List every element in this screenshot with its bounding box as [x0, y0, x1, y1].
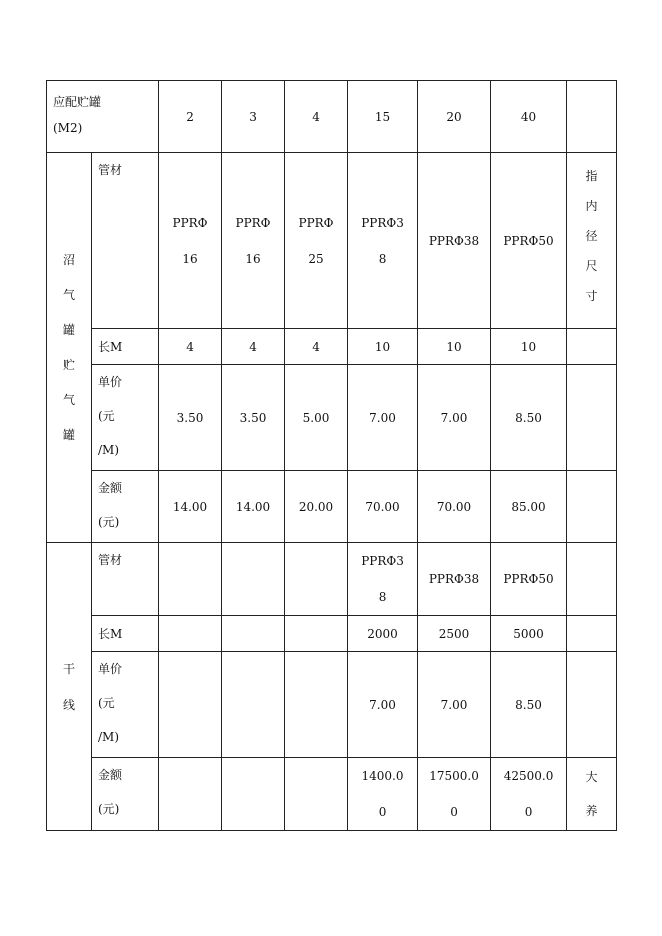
storage-price-row	[47, 365, 617, 471]
pipe-line: 16	[182, 251, 198, 266]
amount-line: 0	[524, 805, 533, 819]
empty-cell	[285, 652, 348, 758]
header-label-line2: (M2)	[53, 121, 83, 135]
empty-cell	[222, 758, 285, 831]
group-char: 罐	[62, 322, 75, 337]
pipe-line: PPRΦ3	[361, 554, 404, 568]
size-cell: 20	[418, 81, 491, 153]
amount-line: 0	[450, 805, 458, 819]
length-cell: 10	[418, 329, 491, 365]
empty-cell	[567, 471, 617, 543]
pipe-line: PPRΦ	[235, 215, 271, 230]
group-char: 线	[62, 697, 75, 712]
group-char: 罐	[62, 427, 75, 442]
amount-cell: 85.00	[491, 471, 567, 543]
empty-cell	[222, 616, 285, 652]
pipe-cell	[285, 153, 348, 329]
empty-cell	[567, 365, 617, 471]
note-char: 指	[585, 169, 598, 183]
price-label-line: /M)	[98, 730, 120, 744]
pipe-cell: PPRΦ38	[418, 543, 491, 616]
empty-cell	[159, 758, 222, 831]
size-cell: 2	[159, 81, 222, 153]
price-label-line: (元	[98, 696, 115, 710]
price-cell: 7.00	[418, 365, 491, 471]
note-char: 内	[585, 199, 598, 213]
amount-label	[92, 758, 159, 831]
pipe-cost-table	[46, 80, 617, 831]
header-label-cell	[47, 81, 159, 153]
empty-cell	[159, 616, 222, 652]
maintenance-note	[567, 758, 617, 831]
price-cell: 3.50	[222, 365, 285, 471]
price-cell: 7.00	[418, 652, 491, 758]
storage-amount-row	[47, 471, 617, 543]
amount-cell: 70.00	[348, 471, 418, 543]
group-char: 气	[62, 392, 75, 407]
note-char: 尺	[585, 259, 598, 273]
length-cell: 2000	[348, 616, 418, 652]
header-label-line1: 应配贮罐	[53, 95, 102, 109]
pipe-line: 16	[245, 251, 261, 266]
group-char: 干	[62, 661, 75, 676]
pipe-line: 8	[378, 251, 387, 266]
amount-cell: 14.00	[159, 471, 222, 543]
storage-length-row	[47, 329, 617, 365]
price-label-line: 单价	[98, 375, 123, 389]
empty-cell	[159, 543, 222, 616]
amount-line: 42500.0	[503, 769, 554, 783]
pipe-cell	[348, 543, 418, 616]
empty-cell	[567, 81, 617, 153]
amount-cell	[418, 758, 491, 831]
pipe-cell	[159, 153, 222, 329]
empty-cell	[567, 543, 617, 616]
pipe-cell: PPRΦ50	[491, 153, 567, 329]
amount-line: 0	[378, 805, 387, 819]
price-label-line: (元	[98, 409, 115, 423]
price-label-line: /M)	[98, 443, 120, 457]
empty-cell	[285, 758, 348, 831]
empty-cell	[567, 616, 617, 652]
storage-group-label	[47, 153, 92, 543]
length-label: 长M	[92, 329, 159, 365]
amount-cell	[348, 758, 418, 831]
main-line-group-label	[47, 543, 92, 831]
note-char: 大	[585, 770, 598, 784]
amount-cell: 20.00	[285, 471, 348, 543]
empty-cell	[567, 329, 617, 365]
pipe-cell: PPRΦ38	[418, 153, 491, 329]
amount-cell: 70.00	[418, 471, 491, 543]
amount-cell	[491, 758, 567, 831]
size-cell: 40	[491, 81, 567, 153]
pipe-line: 25	[308, 251, 324, 266]
amount-line: 1400.0	[361, 769, 404, 783]
price-cell: 7.00	[348, 365, 418, 471]
note-char: 寸	[585, 289, 598, 303]
pipe-cell	[348, 153, 418, 329]
pipe-line: PPRΦ	[172, 215, 208, 230]
group-char: 气	[62, 287, 75, 302]
amount-cell: 14.00	[222, 471, 285, 543]
size-cell: 3	[222, 81, 285, 153]
main-amount-row	[47, 758, 617, 831]
length-cell: 4	[159, 329, 222, 365]
amount-label-line: 金额	[98, 768, 123, 782]
length-cell: 4	[222, 329, 285, 365]
empty-cell	[222, 652, 285, 758]
length-cell: 5000	[491, 616, 567, 652]
price-label	[92, 652, 159, 758]
main-price-row	[47, 652, 617, 758]
length-cell: 2500	[418, 616, 491, 652]
storage-pipe-row	[47, 153, 617, 329]
length-cell: 4	[285, 329, 348, 365]
pipe-line: PPRΦ3	[361, 215, 404, 230]
size-cell: 4	[285, 81, 348, 153]
price-cell: 5.00	[285, 365, 348, 471]
amount-label	[92, 471, 159, 543]
group-char: 贮	[62, 357, 75, 372]
price-label	[92, 365, 159, 471]
empty-cell	[222, 543, 285, 616]
pipe-line: PPRΦ	[298, 215, 334, 230]
pipe-line: 8	[378, 590, 387, 604]
note-char: 养	[585, 804, 598, 818]
length-cell: 10	[491, 329, 567, 365]
price-cell: 8.50	[491, 365, 567, 471]
price-cell: 7.00	[348, 652, 418, 758]
pipe-label: 管材	[92, 153, 159, 329]
length-cell: 10	[348, 329, 418, 365]
group-char: 沼	[62, 252, 75, 267]
pipe-label: 管材	[92, 543, 159, 616]
amount-label-line: 金额	[98, 481, 123, 495]
inner-diameter-note	[567, 153, 617, 329]
header-row	[47, 81, 617, 153]
empty-cell	[285, 616, 348, 652]
empty-cell	[285, 543, 348, 616]
pipe-cell	[222, 153, 285, 329]
empty-cell	[567, 652, 617, 758]
empty-cell	[159, 652, 222, 758]
price-label-line: 单价	[98, 662, 123, 676]
price-cell: 8.50	[491, 652, 567, 758]
amount-line: 17500.0	[429, 769, 479, 783]
length-label: 长M	[92, 616, 159, 652]
size-cell: 15	[348, 81, 418, 153]
main-pipe-row	[47, 543, 617, 616]
price-cell: 3.50	[159, 365, 222, 471]
amount-label-line: (元)	[98, 802, 120, 816]
amount-label-line: (元)	[98, 515, 120, 529]
note-char: 径	[585, 229, 598, 243]
pipe-cell: PPRΦ50	[491, 543, 567, 616]
main-length-row	[47, 616, 617, 652]
